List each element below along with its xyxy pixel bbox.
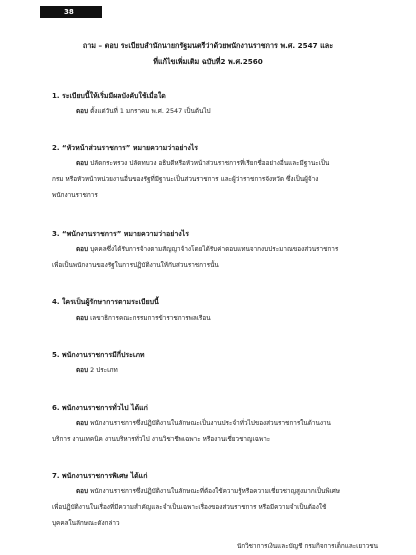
answer-line: ตอบ ปลัดกระทรวง ปลัดทบวง อธิบดีหรือหัวหน้าส่วนราชการที่เรียกชื่ออย่างอื่นและมีฐานะเป็น (76, 159, 330, 167)
answer-line: เพื่อปฏิบัติงานในเรื่องที่มีความสำคัญและจำเป็นเฉพาะเรื่องของส่วนราชการ หรือมีความจำเป็นต้องใช้ (52, 503, 327, 511)
question-3: 3. “พนักงานราชการ” หมายความว่าอย่างไร (52, 230, 189, 238)
answer-line: บริการ งานเทคนิค งานบริหารทั่วไป งานวิชาชีพเฉพาะ หรืองานเชี่ยวชาญเฉพาะ (52, 435, 271, 443)
answer-line: ตอบ พนักงานราชการซึ่งปฏิบัติงานในลักษณะเป็นงานประจำทั่วไปของส่วนราชการในด้านงาน (76, 419, 331, 427)
answer-2 (52, 155, 378, 203)
question-2: 2. “หัวหน้าส่วนราชการ” หมายความว่าอย่างไร (52, 144, 199, 152)
question-7: 7. พนักงานราชการพิเศษ ได้แก่ (52, 472, 148, 480)
answer-6 (52, 415, 378, 447)
answer-line: ตอบ ตั้งแต่วันที่ 1 มกราคม พ.ศ. 2547 เป็นต้นไป (76, 107, 211, 115)
answer-line: ตอบ พนักงานราชการซึ่งปฏิบัติงานในลักษณะที่ต้องใช้ความรู้หรือความเชี่ยวชาญสูงมากเป็นพิเศษ (76, 487, 341, 495)
answer-label: ตอบ (76, 159, 89, 167)
answer-label: ตอบ (76, 419, 89, 427)
question-1: 1. ระเบียบนี้ให้เริ่มมีผลบังคับใช้เมื่อใด (52, 92, 166, 100)
answer-line: ตอบ 2 ประเภท (76, 366, 118, 374)
question-5: 5. พนักงานราชการมีกี่ประเภท (52, 351, 145, 359)
answer-label: ตอบ (76, 245, 89, 253)
answer-line: เพื่อเป็นพนักงานของรัฐในการปฏิบัติงานให้กับส่วนราชการนั้น (52, 261, 219, 269)
answer-1 (52, 103, 378, 119)
answer-5 (52, 362, 378, 378)
answer-4 (52, 310, 378, 326)
answer-line: กรม หรือหัวหน้าหน่วยงานอื่นของรัฐที่มีฐานะเป็นส่วนราชการ และผู้ว่าราชการจังหวัด ซึ่งเป็นผู้จ้าง (52, 175, 319, 183)
answer-7 (52, 483, 378, 531)
answer-label: ตอบ (76, 487, 89, 495)
answer-3 (52, 241, 378, 273)
answer-line: ตอบ บุคคลซึ่งได้รับการจ้างตามสัญญาจ้างโดยได้รับค่าตอบแทนจากงบประมาณของส่วนราชการ (76, 245, 339, 253)
answer-label: ตอบ (76, 314, 89, 322)
answer-line: พนักงานราชการ (52, 191, 98, 199)
question-6: 6. พนักงานราชการทั่วไป ได้แก่ (52, 404, 148, 412)
page-number: 38 (40, 6, 102, 18)
question-4: 4. ใครเป็นผู้รักษาการตามระเบียบนี้ (52, 298, 159, 306)
document-title-line-1: ถาม – ตอบ ระเบียบสำนักนายกรัฐมนตรีว่าด้วยพนักงานราชการ พ.ศ. 2547 และ (82, 41, 334, 50)
answer-label: ตอบ (76, 107, 89, 115)
answer-label: ตอบ (76, 366, 89, 374)
page-footer: นักวิชาการเงินและบัญชี กรมกิจการเด็กและเยาวชน (236, 542, 378, 550)
document-title-line-2: ที่แก้ไขเพิ่มเติม ฉบับที่2 พ.ศ.2560 (153, 57, 263, 66)
answer-line: ตอบ เลขาธิการคณะกรรมการข้าราชการพลเรือน (76, 314, 211, 322)
answer-line: บุคคลในลักษณะดังกล่าว (52, 519, 120, 527)
